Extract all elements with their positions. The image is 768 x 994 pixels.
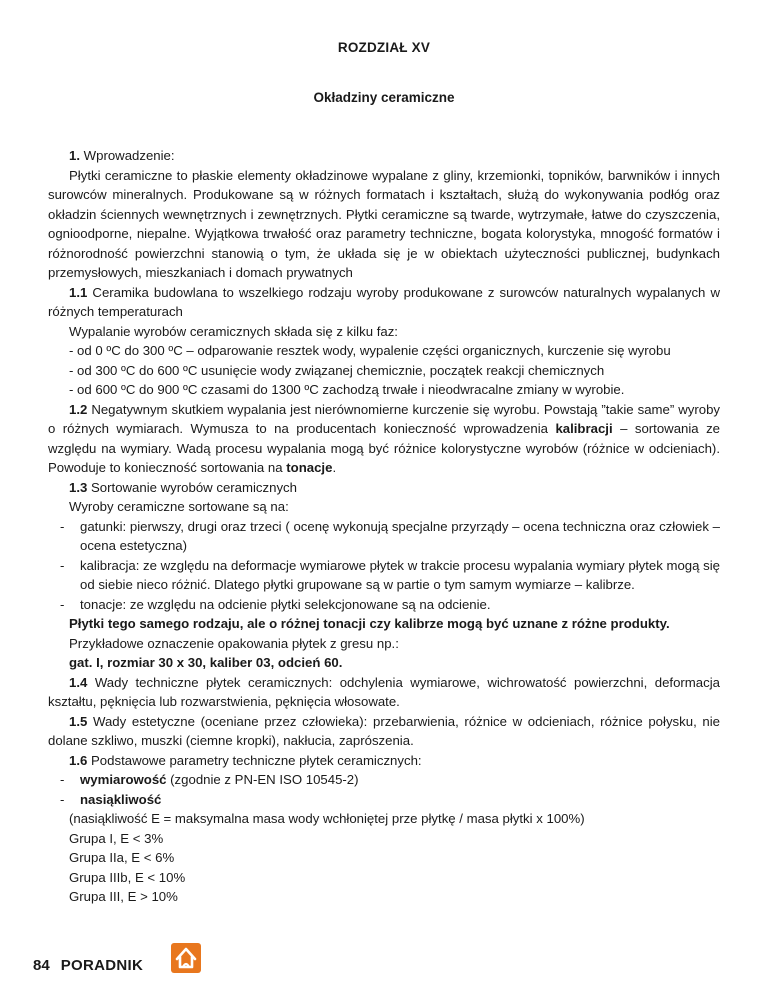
phases-intro: Wypalanie wyrobów ceramicznych składa się z kilku faz: — [69, 323, 398, 339]
example-label: gat. I, rozmiar 30 x 30, kaliber 03, odcień 60. — [69, 655, 343, 670]
house-logo-icon — [171, 943, 201, 973]
group-item: Grupa I, E < 3% — [69, 830, 164, 846]
intro-heading: 1. Wprowadzenie: — [69, 148, 175, 163]
list-item: - tonacje: ze względu na odcienie płytki selekcjonowane są na odcienie. — [60, 596, 491, 612]
bold-note: Płytki tego samego rodzaju, ale o różnej tonacji czy kalibrze mogą być uznane z różne produkty. — [69, 616, 670, 631]
brand-label: PORADNIK — [60, 956, 144, 974]
phase-item: - od 600 ºC do 900 ºC czasami do 1300 ºC zachodzą trwałe i nieodwracalne zmiany w wyrobie. — [69, 382, 625, 397]
section-1-4: 1.4 Wady techniczne płytek ceramicznych: odchylenia wymiarowe, wichrowatość powierzchni, deformacja kształtu, pęknięcia lub rozwarstwienia, pęknięcia włosowate. — [48, 674, 720, 709]
group-item: Grupa IIIb, E < 10% — [69, 869, 186, 885]
section-1-6: 1.6 Podstawowe parametry techniczne płytek ceramicznych: — [69, 752, 422, 768]
group-item: Grupa IIa, E < 6% — [69, 850, 175, 865]
section-1-1: 1.1 Ceramika budowlana to wszelkiego rodzaju wyroby produkowane z surowców naturalnych wypalanych w różnych temperaturach — [48, 284, 720, 319]
page-number: 84 — [33, 956, 50, 974]
document-body — [48, 146, 720, 907]
param-item: - wymiarowość (zgodnie z PN-EN ISO 10545-2) — [60, 772, 359, 787]
section-title: Okładziny ceramiczne — [313, 90, 455, 105]
phase-item: - od 300 ºC do 600 ºC usunięcie wody związanej chemicznie, początek reakcji chemicznych — [69, 362, 605, 378]
sorting-intro: Wyroby ceramiczne sortowane są na: — [69, 499, 289, 514]
phase-item: - od 0 ºC do 300 ºC – odparowanie resztek wody, wypalenie części organicznych, kurczenie się wyrobu — [69, 343, 671, 358]
intro-paragraph: Płytki ceramiczne to płaskie elementy okładzinowe wypalane z gliny, krzemionki, topników, barwników i innych surowców mineralnych. Produkowane są w różnych formatach i kształtach, służą do wykonywania podłóg oraz okładzin ściennych wewnętrznych i zewnętrznych. Płytki ceramiczne są twarde, wytrzymałe, łatwe do czyszczenia, ognioodporne, niepalne. Wyjątkowa trwałość oraz parametry techniczne, bogata kolorystyka, mnogość formatów i różnorodność powierzchni stanowią o tym, że układa się je w obiektach użyteczności publicznej, budynkach przemysłowych, mieszkaniach i domach prywatnych — [48, 167, 720, 280]
page-footer — [33, 950, 143, 980]
param-item: - nasiąkliwość — [60, 791, 162, 807]
list-item: - gatunki: pierwszy, drugi oraz trzeci ( ocenę wykonują specjalne przyrządy – ocena techniczna oraz człowiek – ocena estetyczna) — [60, 518, 720, 553]
absorption-formula: (nasiąkliwość E = maksymalna masa wody wchłoniętej prze płytkę / masa płytki x 100%) — [69, 811, 585, 826]
chapter-heading: ROZDZIAŁ XV — [337, 40, 431, 55]
section-1-5: 1.5 Wady estetyczne (oceniane przez człowieka): przebarwienia, różnice w odcieniach, różnice połysku, nie dolane szkliwo, muszki (ciemne kropki), nakłucia, zaprószenia. — [48, 713, 720, 748]
list-item: - kalibracja: ze względu na deformacje wymiarowe płytek w trakcie procesu wypalania wymiary płytek mogą się od siebie nieco różnić. Dlatego płytki grupowane są w partie o tym samym wymiarze – kalibrze. — [60, 557, 720, 592]
section-1-2: 1.2 Negatywnym skutkiem wypalania jest nierównomierne kurczenie się wyrobu. Powstają ”takie same” wyroby o różnych wymiarach. Wymusza to na producentach konieczność wprowadzenia kalibracji – sortowania ze względu na wymiary. Wadą procesu wypalania mogą być różnice kolorystyczne wyrobów (różnice w odcieniach). Powoduje to konieczność sortowania na tonacje. — [48, 401, 720, 475]
section-1-3: 1.3 Sortowanie wyrobów ceramicznych — [69, 479, 297, 495]
example-intro: Przykładowe oznaczenie opakowania płytek z gresu np.: — [69, 635, 399, 651]
group-item: Grupa III, E > 10% — [69, 889, 178, 904]
